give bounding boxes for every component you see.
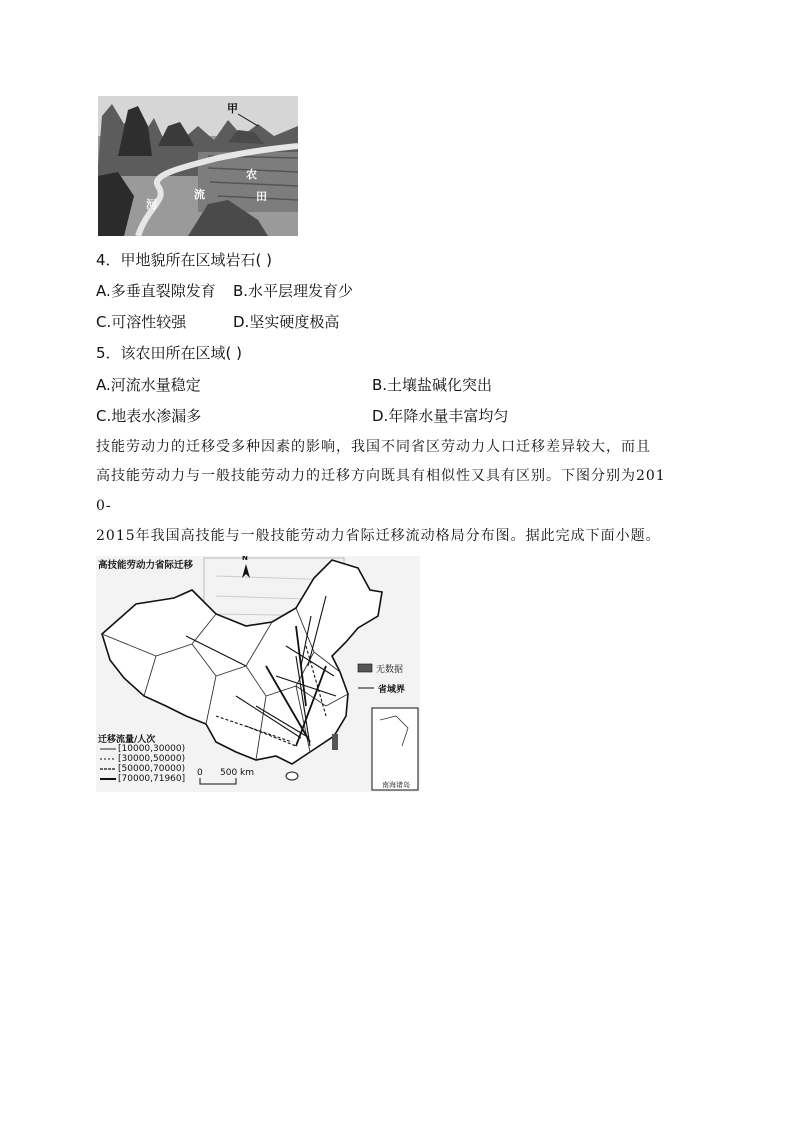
passage-line-2: 高技能劳动力与一般技能劳动力的迁移方向既具有相似性又具有区别。下图分别为201	[96, 468, 666, 484]
flow-class-4: [70000,71960]	[118, 774, 186, 784]
q4-option-a: A.多垂直裂隙发育	[96, 282, 216, 300]
label-jia: 甲	[227, 102, 238, 115]
q5-option-c: C.地表水渗漏多	[96, 407, 202, 425]
north-arrow-label: N	[242, 556, 248, 562]
label-nong: 农	[246, 168, 257, 181]
inset-label: 南海诸岛	[382, 781, 410, 789]
legend-nodata-label: 无数据	[376, 665, 404, 675]
q5-option-a: A.河流水量稳定	[96, 376, 201, 394]
q4-option-c: C.可溶性较强	[96, 313, 187, 331]
q4-option-d: D.坚实硬度极高	[233, 313, 340, 331]
scale-label: 500 km	[220, 768, 255, 778]
label-tian: 田	[256, 190, 267, 203]
question-5-stem: 5．该农田所在区域( )	[96, 344, 243, 362]
question-4-stem: 4．甲地貌所在区域岩石( )	[96, 251, 273, 269]
landscape-drawing	[98, 96, 298, 236]
passage-line-1: 技能劳动力的迁移受多种因素的影响，我国不同省区劳动力人口迁移差异较大，而且	[96, 439, 651, 455]
q5-option-d: D.年降水量丰富均匀	[372, 407, 509, 425]
flow-legend-title: 迁移流量/人次	[98, 735, 156, 745]
label-liu: 流	[194, 188, 205, 201]
passage-line-3: 0-	[96, 498, 112, 514]
flow-class-3: [50000,70000)	[118, 764, 186, 774]
label-he: 河	[146, 198, 157, 211]
flow-class-2: [30000,50000)	[118, 754, 186, 764]
karst-landscape-photo	[98, 96, 298, 236]
legend-border-label: 省域界	[378, 685, 406, 695]
q5-option-b: B.土壤盐碱化突出	[372, 376, 493, 394]
map-title: 高技能劳动力省际迁移	[98, 560, 194, 571]
passage-line-4: 2015年我国高技能与一般技能劳动力省际迁移流动格局分布图。据此完成下面小题。	[96, 528, 661, 544]
scale-zero: 0	[197, 768, 203, 778]
flow-class-1: [10000,30000)	[118, 744, 186, 754]
migration-map-figure	[96, 556, 420, 792]
q4-option-b: B.水平层理发育少	[233, 282, 354, 300]
